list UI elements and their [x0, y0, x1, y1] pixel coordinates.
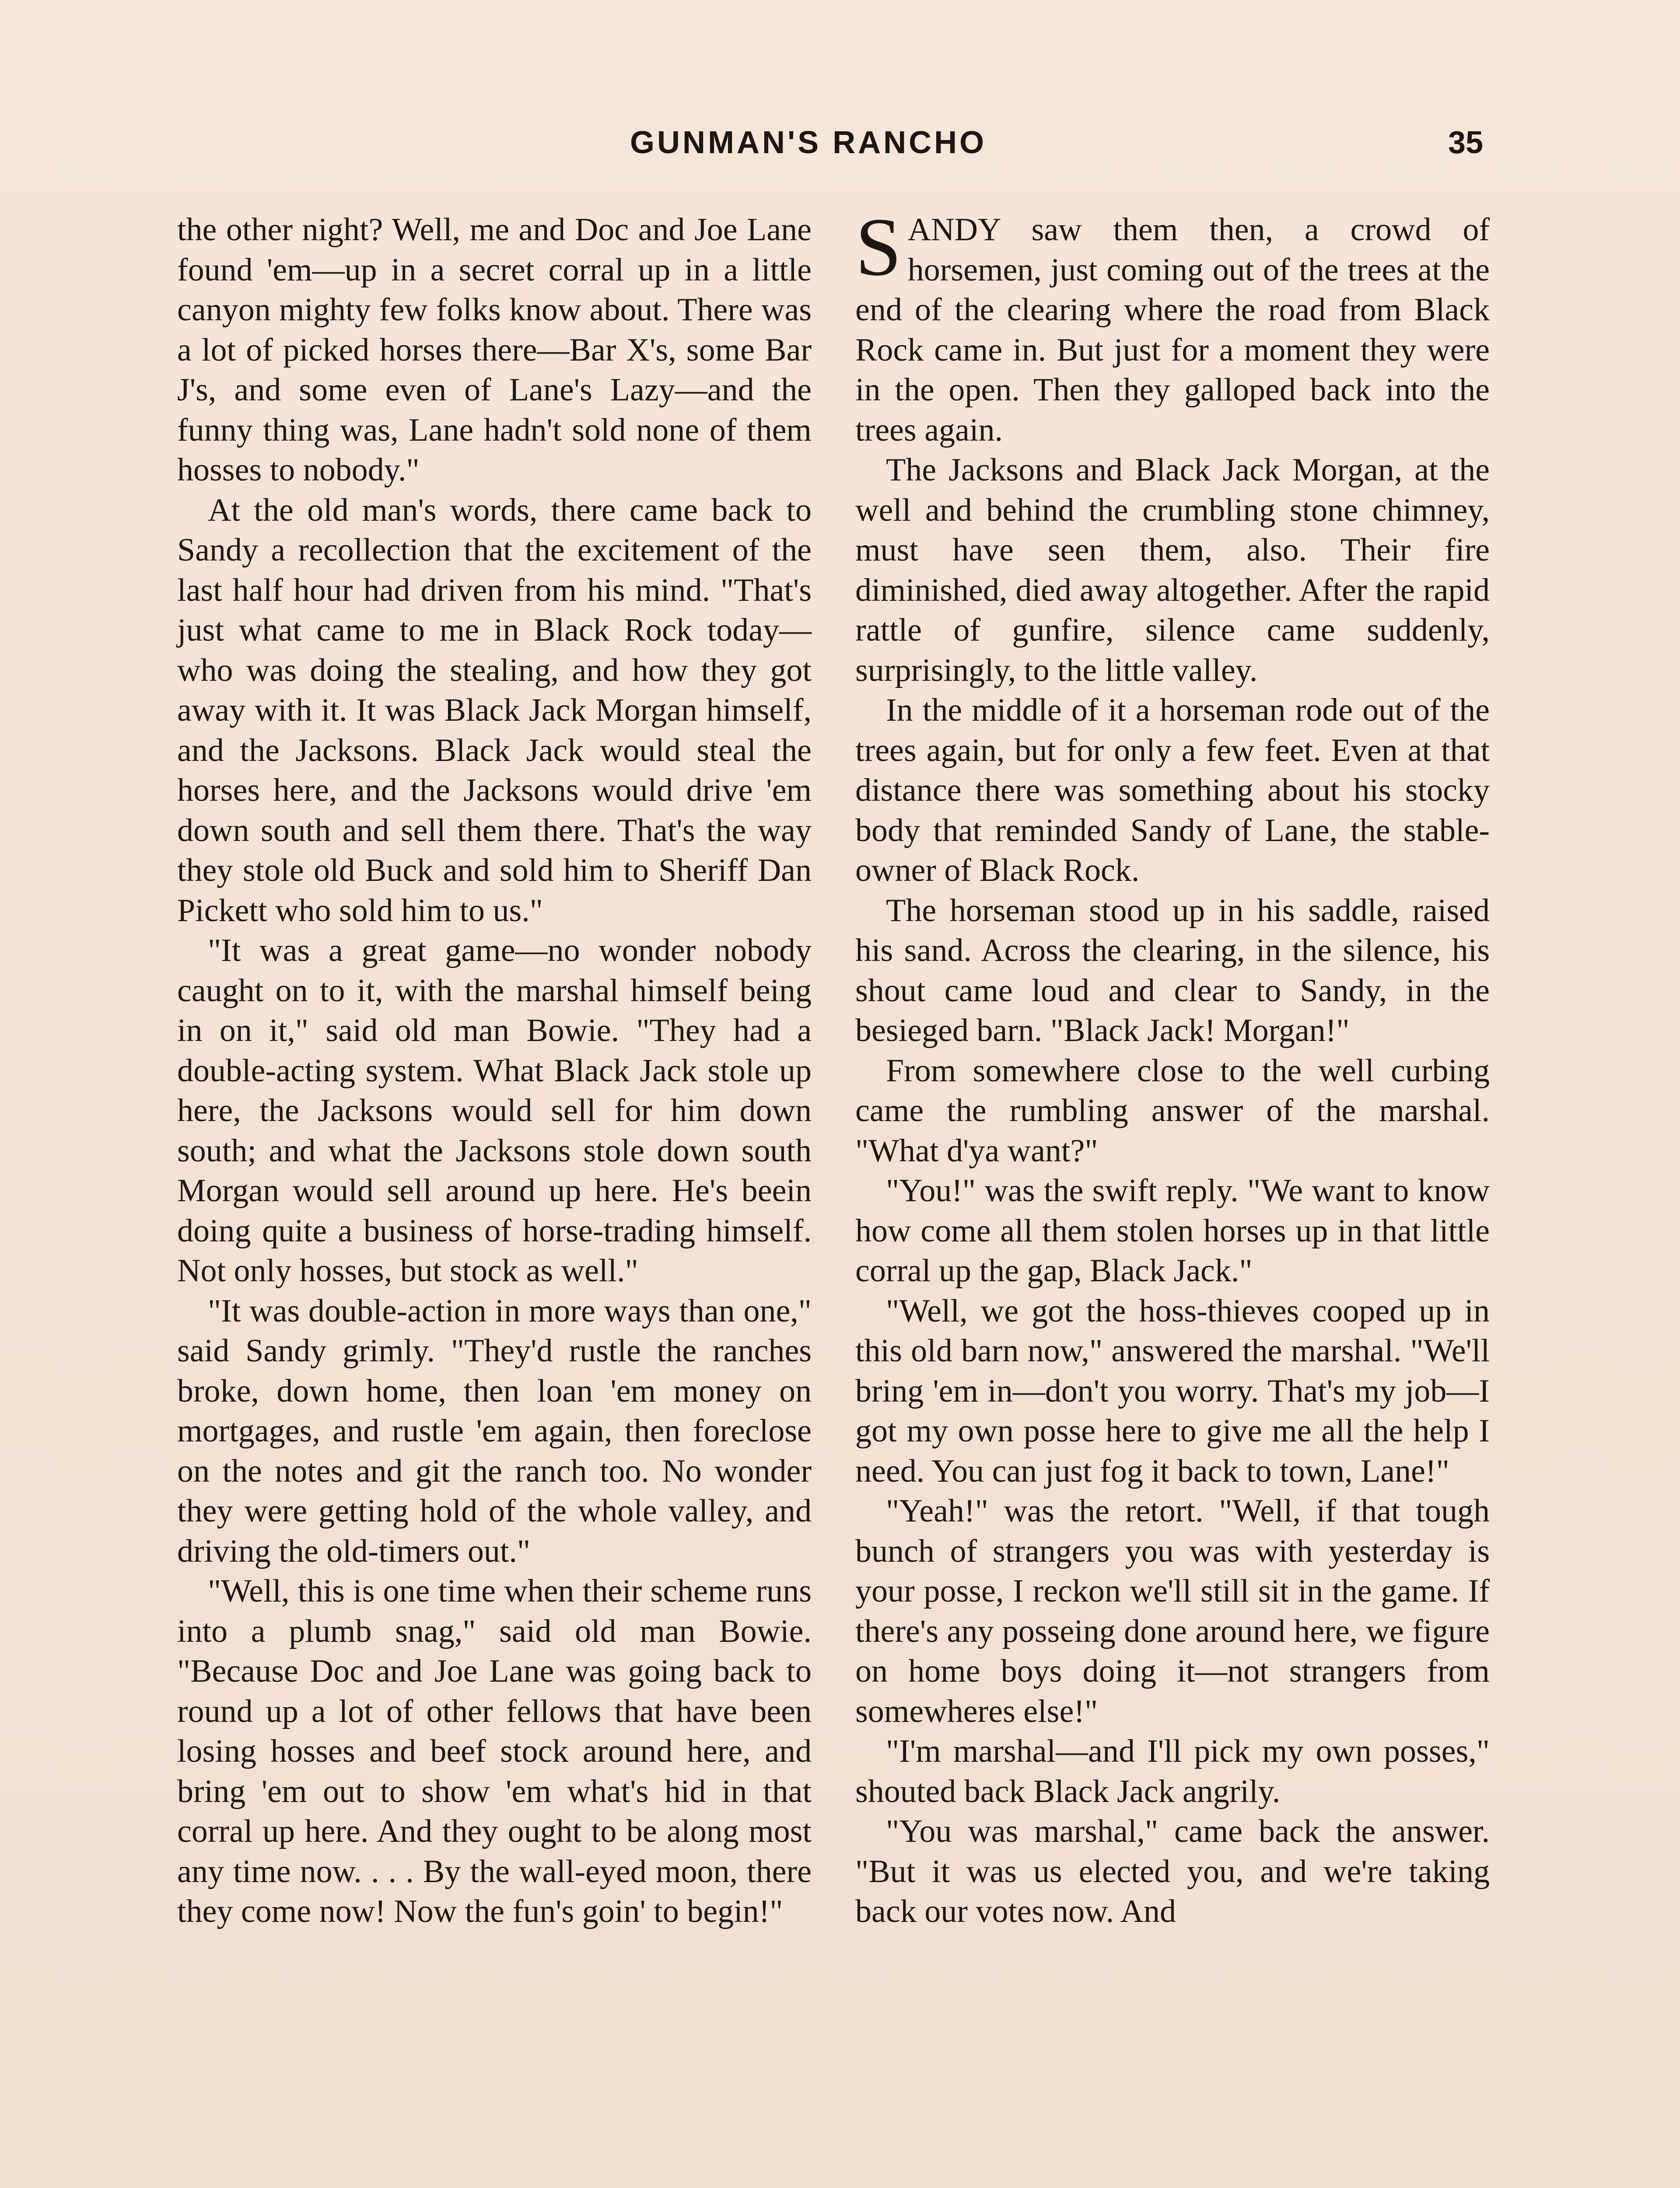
paragraph: "You!" was the swift reply. "We want to know how come all them stolen horses up in that little corral up the gap, Black Jack.": [855, 1173, 1490, 1289]
paragraph: From somewhere close to the well curbing came the rumbling answer of the marshal. "What d'ya want?": [855, 1052, 1490, 1169]
paragraph: "Well, this is one time when their scheme runs into a plumb snag," said old man Bowie. "Because Doc and Joe Lane was going back to round up a lot of other fellows that have been losing hosses and beef stock around here, and bring 'em out to show 'em what's hid in that corral up here. And they ought to be along most any time now. . . . By the wall-eyed moon, there they come now! Now the fun's goin' to begin!": [177, 1573, 812, 1929]
paragraph: The Jacksons and Black Jack Morgan, at the well and behind the crumbling stone chimney, must have seen them, also. Their fire diminished, died away altogether. After the rapid rattle of gunfire, silence came suddenly, surprisingly, to the little valley.: [855, 452, 1490, 688]
paragraph: "I'm marshal—and I'll pick my own posses," shouted back Black Jack angrily.: [855, 1733, 1490, 1809]
paragraph: "Well, we got the hoss-thieves cooped up in this old barn now," answered the marshal. "We'll bring 'em in—don't you worry. That's my job—I got my own posse here to give me all the help I need. You can just fog it back to town, Lane!": [855, 1293, 1490, 1489]
paragraph: In the middle of it a horseman rode out of the trees again, but for only a few feet. Even at that distance there was something about his stocky body that reminded Sandy of Lane, the stable-owner of Black Rock.: [855, 692, 1490, 888]
paragraph: "Yeah!" was the retort. "Well, if that tough bunch of strangers you was with yesterday is your posse, I reckon we'll still sit in the game. If there's any posseing done around here, we figure on home boys doing it—not strangers from somewheres else!": [855, 1493, 1490, 1729]
paragraph-text: ANDY saw them then, a crowd of horsemen, just coming out of the trees at the end of the clearing where the road from Black Rock came in. But just for a moment they were in the open. Then they galloped back into the trees again.: [855, 212, 1490, 448]
paragraph: The horseman stood up in his saddle, raised his sand. Across the clearing, in the silence, his shout came loud and clear to Sandy, in the besieged barn. "Black Jack! Morgan!": [855, 892, 1490, 1048]
running-head: GUNMAN'S RANCHO: [630, 125, 987, 160]
paragraph: the other night? Well, me and Doc and Joe Lane found 'em—up in a secret corral up in a little canyon mighty few folks know about. There was a lot of picked horses there—Bar X's, some Bar J's, and some even of Lane's Lazy—and the funny thing was, Lane hadn't sold none of them hosses to nobody.": [177, 212, 812, 488]
page-number: 35: [1448, 125, 1484, 160]
right-column: [855, 201, 1490, 1932]
drop-cap: S: [855, 201, 902, 293]
left-column: [177, 210, 812, 1932]
paragraph: "It was a great game—no wonder nobody caught on to it, with the marshal himself being in on it," said old man Bowie. "They had a double-acting system. What Black Jack stole up here, the Jacksons would sell for him down south; and what the Jacksons stole down south Morgan would sell around up here. He's beein doing quite a business of horse-trading himself. Not only hosses, but stock as well.": [177, 933, 812, 1289]
paragraph: "You was marshal," came back the answer. "But it was us elected you, and we're taking back our votes now. And: [855, 1813, 1490, 1929]
paragraph: At the old man's words, there came back to Sandy a recollection that the excitement of the last half hour had driven from his mind. "That's just what came to me in Black Rock today—who was doing the stealing, and how they got away with it. It was Black Jack Morgan himself, and the Jacksons. Black Jack would steal the horses here, and the Jacksons would drive 'em down south and sell them there. That's the way they stole old Buck and sold him to Sheriff Dan Pickett who sold him to us.": [177, 492, 812, 929]
opening-paragraph: [855, 201, 1490, 450]
paragraph: "It was double-action in more ways than one," said Sandy grimly. "They'd rustle the ranches broke, down home, then loan 'em money on mortgages, and rustle 'em again, then foreclose on the notes and git the ranch too. No wonder they were getting hold of the whole valley, and driving the old-timers out.": [177, 1293, 812, 1569]
